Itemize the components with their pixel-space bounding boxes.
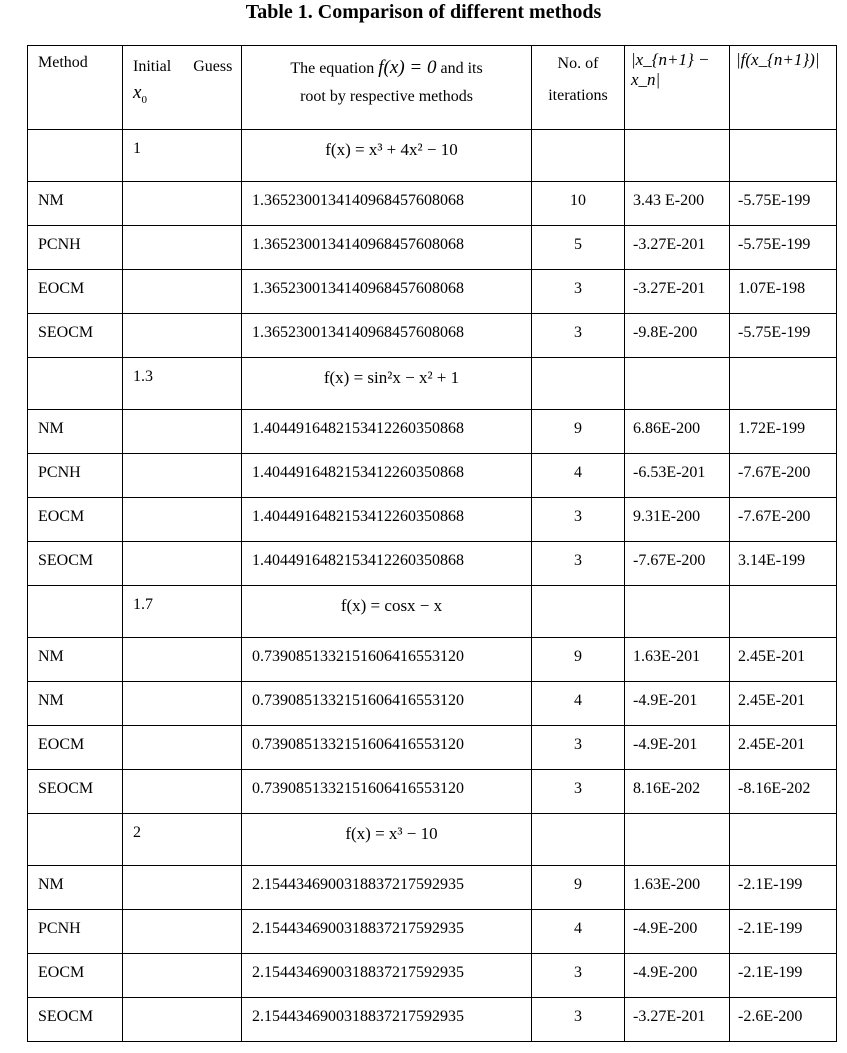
- root-cell: 1.4044916482153412260350868: [242, 542, 532, 586]
- difference-cell: -3.27E-201: [625, 998, 730, 1042]
- method-cell: SEOCM: [28, 314, 123, 358]
- equation-cell: f(x) = sin²x − x² + 1: [242, 358, 532, 410]
- difference-cell: [625, 814, 730, 866]
- function-value-cell: -5.75E-199: [730, 182, 837, 226]
- root-cell: 1.3652300134140968457608068: [242, 314, 532, 358]
- iterations-cell: 3: [532, 498, 625, 542]
- table-body: [28, 130, 837, 1042]
- method-cell: SEOCM: [28, 998, 123, 1042]
- iterations-cell: [532, 358, 625, 410]
- initial-guess-cell: [123, 682, 242, 726]
- header-row: [28, 46, 837, 130]
- root-cell: 1.3652300134140968457608068: [242, 182, 532, 226]
- equation-row: [28, 586, 837, 638]
- initial-guess-cell: [123, 954, 242, 998]
- function-value-cell: [730, 586, 837, 638]
- difference-cell: -9.8E-200: [625, 314, 730, 358]
- root-cell: 0.7390851332151606416553120: [242, 770, 532, 814]
- equation-row: [28, 130, 837, 182]
- iterations-cell: 4: [532, 910, 625, 954]
- difference-cell: 1.63E-200: [625, 866, 730, 910]
- table-row: [28, 454, 837, 498]
- initial-guess-cell: 1: [123, 130, 242, 182]
- method-cell: NM: [28, 638, 123, 682]
- method-cell: [28, 586, 123, 638]
- difference-cell: -3.27E-201: [625, 226, 730, 270]
- initial-guess-cell: [123, 998, 242, 1042]
- function-value-cell: 1.72E-199: [730, 410, 837, 454]
- root-cell: 2.1544346900318837217592935: [242, 866, 532, 910]
- header-difference: |x_{n+1} − x_n|: [625, 46, 730, 130]
- initial-guess-cell: [123, 542, 242, 586]
- iterations-cell: [532, 814, 625, 866]
- root-cell: 0.7390851332151606416553120: [242, 682, 532, 726]
- difference-cell: -3.27E-201: [625, 270, 730, 314]
- root-cell: 2.1544346900318837217592935: [242, 998, 532, 1042]
- initial-guess-cell: [123, 270, 242, 314]
- initial-guess-cell: [123, 410, 242, 454]
- difference-cell: 9.31E-200: [625, 498, 730, 542]
- header-iterations: No. of iterations: [532, 46, 625, 130]
- function-value-cell: 2.45E-201: [730, 726, 837, 770]
- iterations-cell: 4: [532, 682, 625, 726]
- difference-cell: -6.53E-201: [625, 454, 730, 498]
- difference-cell: -7.67E-200: [625, 542, 730, 586]
- method-cell: EOCM: [28, 270, 123, 314]
- initial-guess-cell: [123, 498, 242, 542]
- function-value-cell: -8.16E-202: [730, 770, 837, 814]
- header-equation: The equation f(x) = 0 and its root by respective methods: [242, 46, 532, 130]
- iterations-cell: 4: [532, 454, 625, 498]
- initial-guess-cell: [123, 454, 242, 498]
- function-value-cell: -7.67E-200: [730, 498, 837, 542]
- table-row: [28, 770, 837, 814]
- initial-guess-cell: [123, 314, 242, 358]
- difference-cell: [625, 358, 730, 410]
- table-row: [28, 314, 837, 358]
- function-value-cell: -2.1E-199: [730, 954, 837, 998]
- table-row: [28, 726, 837, 770]
- iterations-cell: 9: [532, 410, 625, 454]
- table-row: [28, 498, 837, 542]
- method-cell: PCNH: [28, 910, 123, 954]
- method-cell: [28, 130, 123, 182]
- difference-cell: [625, 586, 730, 638]
- initial-guess-cell: [123, 638, 242, 682]
- function-value-cell: [730, 814, 837, 866]
- difference-cell: 6.86E-200: [625, 410, 730, 454]
- difference-cell: -4.9E-200: [625, 954, 730, 998]
- function-value-cell: -2.1E-199: [730, 910, 837, 954]
- function-value-cell: -5.75E-199: [730, 226, 837, 270]
- iterations-cell: [532, 130, 625, 182]
- header-initial-guess: Initial Guess $x_0$: [123, 46, 242, 130]
- iterations-cell: 3: [532, 998, 625, 1042]
- table-row: [28, 182, 837, 226]
- iterations-cell: 5: [532, 226, 625, 270]
- comparison-table: [27, 45, 837, 1042]
- function-value-cell: 2.45E-201: [730, 682, 837, 726]
- table-row: [28, 998, 837, 1042]
- iterations-cell: 3: [532, 770, 625, 814]
- table-title: Table 1. Comparison of different methods: [245, 1, 602, 23]
- method-cell: EOCM: [28, 498, 123, 542]
- iterations-cell: 9: [532, 866, 625, 910]
- method-cell: SEOCM: [28, 770, 123, 814]
- method-cell: NM: [28, 682, 123, 726]
- method-cell: PCNH: [28, 454, 123, 498]
- initial-guess-cell: [123, 866, 242, 910]
- initial-guess-cell: 1.7: [123, 586, 242, 638]
- equation-cell: f(x) = x³ − 10: [242, 814, 532, 866]
- header-initial-guess-symbol: $x_0$: [133, 82, 147, 106]
- table-row: [28, 410, 837, 454]
- equation-row: [28, 814, 837, 866]
- function-value-cell: -2.6E-200: [730, 998, 837, 1042]
- function-value-cell: [730, 130, 837, 182]
- initial-guess-cell: [123, 226, 242, 270]
- difference-cell: 8.16E-202: [625, 770, 730, 814]
- initial-guess-cell: 2: [123, 814, 242, 866]
- equation-cell: f(x) = x³ + 4x² − 10: [242, 130, 532, 182]
- iterations-cell: 3: [532, 542, 625, 586]
- difference-cell: [625, 130, 730, 182]
- table-row: [28, 954, 837, 998]
- function-value-cell: 2.45E-201: [730, 638, 837, 682]
- table-row: [28, 910, 837, 954]
- method-cell: EOCM: [28, 954, 123, 998]
- table-row: [28, 542, 837, 586]
- function-value-cell: [730, 358, 837, 410]
- difference-cell: 3.43 E-200: [625, 182, 730, 226]
- method-cell: NM: [28, 182, 123, 226]
- root-cell: 2.1544346900318837217592935: [242, 910, 532, 954]
- iterations-cell: 10: [532, 182, 625, 226]
- header-function-value: |f(x_{n+1})|: [730, 46, 837, 130]
- root-cell: 1.4044916482153412260350868: [242, 454, 532, 498]
- method-cell: [28, 358, 123, 410]
- root-cell: 0.7390851332151606416553120: [242, 638, 532, 682]
- method-cell: NM: [28, 866, 123, 910]
- equation-cell: f(x) = cosx − x: [242, 586, 532, 638]
- root-cell: 1.4044916482153412260350868: [242, 498, 532, 542]
- iterations-cell: 9: [532, 638, 625, 682]
- root-cell: 1.4044916482153412260350868: [242, 410, 532, 454]
- iterations-cell: 3: [532, 954, 625, 998]
- method-cell: EOCM: [28, 726, 123, 770]
- iterations-cell: 3: [532, 726, 625, 770]
- initial-guess-cell: [123, 770, 242, 814]
- equation-row: [28, 358, 837, 410]
- method-cell: [28, 814, 123, 866]
- initial-guess-cell: [123, 182, 242, 226]
- iterations-cell: 3: [532, 314, 625, 358]
- method-cell: SEOCM: [28, 542, 123, 586]
- initial-guess-cell: [123, 910, 242, 954]
- method-cell: PCNH: [28, 226, 123, 270]
- root-cell: 1.3652300134140968457608068: [242, 226, 532, 270]
- function-value-cell: 1.07E-198: [730, 270, 837, 314]
- initial-guess-cell: 1.3: [123, 358, 242, 410]
- difference-cell: -4.9E-201: [625, 726, 730, 770]
- iterations-cell: 3: [532, 270, 625, 314]
- table-row: [28, 638, 837, 682]
- header-method: Method: [28, 46, 123, 130]
- function-value-cell: -2.1E-199: [730, 866, 837, 910]
- method-cell: NM: [28, 410, 123, 454]
- difference-cell: -4.9E-200: [625, 910, 730, 954]
- header-equation-expr: f(x) = 0: [378, 57, 437, 78]
- initial-guess-cell: [123, 726, 242, 770]
- difference-cell: -4.9E-201: [625, 682, 730, 726]
- function-value-cell: -5.75E-199: [730, 314, 837, 358]
- table-row: [28, 270, 837, 314]
- table-row: [28, 682, 837, 726]
- root-cell: 1.3652300134140968457608068: [242, 270, 532, 314]
- difference-cell: 1.63E-201: [625, 638, 730, 682]
- iterations-cell: [532, 586, 625, 638]
- table-row: [28, 866, 837, 910]
- root-cell: 0.7390851332151606416553120: [242, 726, 532, 770]
- table-row: [28, 226, 837, 270]
- function-value-cell: -7.67E-200: [730, 454, 837, 498]
- root-cell: 2.1544346900318837217592935: [242, 954, 532, 998]
- function-value-cell: 3.14E-199: [730, 542, 837, 586]
